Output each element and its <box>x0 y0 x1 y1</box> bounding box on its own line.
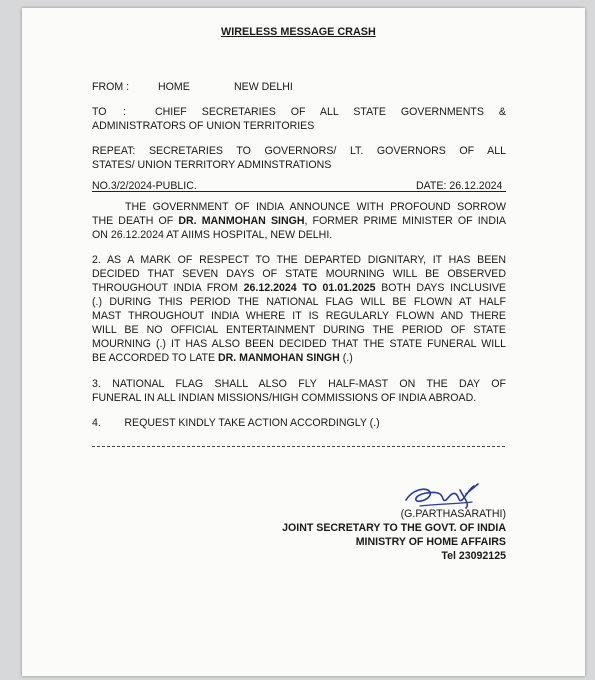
mourning-period: 26.12.2024 TO 01.01.2025 <box>243 282 376 294</box>
from-value-home: HOME <box>158 81 190 93</box>
to-colon: : <box>123 106 126 118</box>
para4-line: 4. REQUEST KINDLY TAKE ACTION ACCORDINGLY (.) <box>92 417 380 429</box>
to-label: TO <box>92 106 107 118</box>
para3-line-1: 3. NATIONAL FLAG SHALL ALSO FLY HALF-MAST ON THE DAY OF <box>92 378 506 390</box>
para2-line-8: BE ACCORDED TO LATE DR. MANMOHAN SINGH (.) <box>92 352 353 364</box>
to-line-1: CHIEF SECRETARIES OF ALL STATE GOVERNMENTS & <box>155 106 506 118</box>
from-value-city: NEW DELHI <box>234 81 293 93</box>
repeat-line-2: STATES/ UNION TERRITORY ADMINSTRATIONS <box>92 159 332 171</box>
signatory-ministry: MINISTRY OF HOME AFFAIRS <box>355 536 506 548</box>
deceased-name-2: DR. MANMOHAN SINGH <box>217 352 340 364</box>
para2-line-5: MAST THROUGHOUT INDIA WHERE IT IS REGULARLY FLOWN AND THERE <box>92 310 506 322</box>
para1-line-2: THE DEATH OF DR. MANMOHAN SINGH, FORMER PRIME MINISTER OF INDIA <box>92 215 506 227</box>
separator-dashed-line <box>92 446 505 447</box>
para2-line-4: (.) DURING THIS PERIOD THE NATIONAL FLAG WILL BE FLOWN AT HALF <box>92 296 506 308</box>
para2-line-6: WILL BE NO OFFICIAL ENTERTAINMENT DURING THE PERIOD OF STATE <box>92 324 506 336</box>
reference-number: NO.3/2/2024-PUBLIC. <box>92 180 197 192</box>
para1-line-1: THE GOVERNMENT OF INDIA ANNOUNCE WITH PROFOUND SORROW <box>125 201 506 213</box>
repeat-line-1: REPEAT: SECRETARIES TO GOVERNORS/ LT. GOVERNORS OF ALL <box>92 145 506 157</box>
para2-line-2: DECIDED THAT SEVEN DAYS OF STATE MOURNING WILL BE OBSERVED <box>92 268 506 280</box>
para3-line-2: FUNERAL IN ALL INDIAN MISSIONS/HIGH COMMISSIONS OF INDIA ABROAD. <box>92 392 477 404</box>
deceased-name: DR. MANMOHAN SINGH <box>178 215 305 227</box>
signatory-telephone: Tel 23092125 <box>441 550 506 562</box>
document-page <box>22 8 585 676</box>
to-line-2: ADMINISTRATORS OF UNION TERRITORIES <box>92 120 315 132</box>
from-label: FROM : <box>92 81 130 93</box>
signatory-name: (G.PARTHASARATHI) <box>400 508 506 520</box>
para2-line-1: 2. AS A MARK OF RESPECT TO THE DEPARTED DIGNITARY, IT HAS BEEN <box>92 254 506 266</box>
para2-line-7: MOURNING (.) IT HAS ALSO BEEN DECIDED THAT THE STATE FUNERAL WILL <box>92 338 506 350</box>
document-title: WIRELESS MESSAGE CRASH <box>221 26 376 38</box>
document-date: DATE: 26.12.2024 <box>416 180 503 192</box>
para1-line-3: ON 26.12.2024 AT AIIMS HOSPITAL, NEW DELHI. <box>92 229 333 241</box>
para2-line-3: THROUGHOUT INDIA FROM 26.12.2024 TO 01.01.2025 BOTH DAYS INCLUSIVE <box>92 282 506 294</box>
signatory-designation: JOINT SECRETARY TO THE GOVT. OF INDIA <box>282 522 506 534</box>
